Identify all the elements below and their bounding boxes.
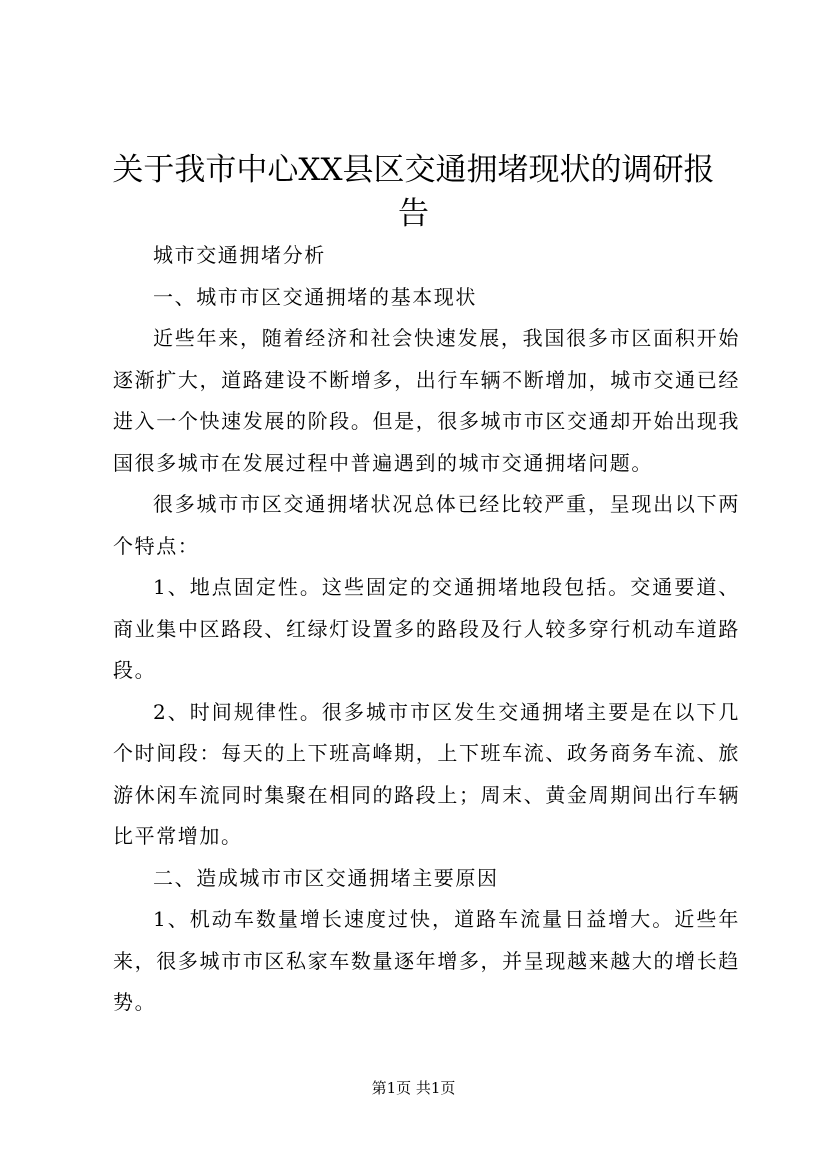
document-body xyxy=(113,235,740,1024)
body-paragraph: 1、机动车数量增长速度过快，道路车流量日益增大。近些年来，很多城市市区私家车数量逐年增多，并呈现越来越大的增长趋势。 xyxy=(113,907,740,1014)
body-paragraph: 很多城市市区交通拥堵状况总体已经比较严重，呈现出以下两个特点： xyxy=(113,492,740,558)
body-paragraph: 2、时间规律性。很多城市市区发生交通拥堵主要是在以下几个时间段：每天的上下班高峰期，上下班车流、政务商务车流、旅游休闲车流同时集聚在相同的路段上；周末、黄金周期间出行车辆比平常增加。 xyxy=(113,699,740,848)
section-heading: 城市交通拥堵分析 xyxy=(153,243,326,267)
section-heading: 二、造成城市市区交通拥堵主要原因 xyxy=(153,865,499,890)
page-footer: 第1页 共1页 xyxy=(371,1079,456,1097)
body-paragraph: 1、地点固定性。这些固定的交通拥堵地段包括。交通要道、商业集中区路段、红绿灯设置多的路段及行人较多穿行机动车道路段。 xyxy=(113,575,740,682)
body-paragraph: 近些年来，随着经济和社会快速发展，我国很多市区面积开始逐渐扩大，道路建设不断增多，出行车辆不断增加，城市交通已经进入一个快速发展的阶段。但是，很多城市市区交通却开始出现我国很多城市在发展过程中普遍遇到的城市交通拥堵问题。 xyxy=(113,326,740,475)
document-title: 关于我市中心XX县区交通拥堵现状的调研报告 xyxy=(112,152,715,232)
section-heading: 一、城市市区交通拥堵的基本现状 xyxy=(153,284,477,309)
